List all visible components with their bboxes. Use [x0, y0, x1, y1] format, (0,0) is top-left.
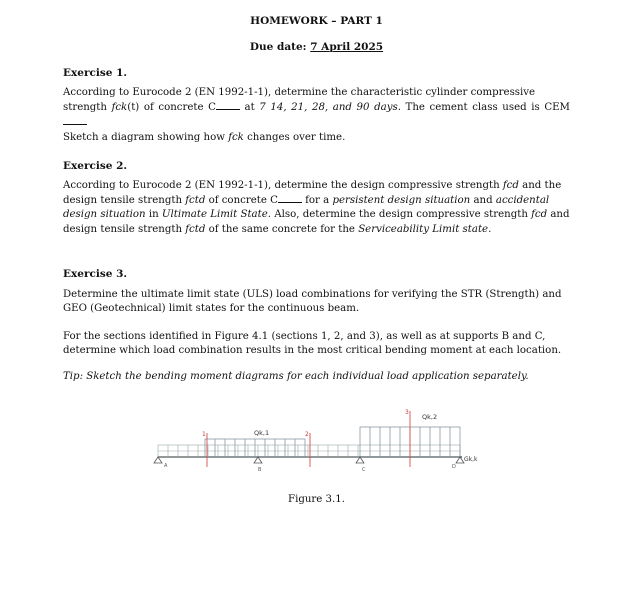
symbol-fctd: fctd: [185, 195, 206, 207]
exercise-2-line-4: [63, 223, 570, 237]
exercise-2-line-1: [63, 179, 570, 193]
support-a-label: A: [164, 463, 168, 469]
exercise-2-line-3: [63, 208, 570, 222]
text-run: (t) of concrete C: [127, 102, 216, 114]
support-d-label: D: [452, 464, 456, 470]
text-run: changes over time.: [243, 131, 346, 143]
blank-concrete-class: [278, 193, 302, 203]
text-run: of the same concrete for the: [205, 223, 359, 235]
design-situation: design situation: [63, 209, 146, 221]
text-run: According to Eurocode 2 (EN 1992-1-1), determine the design compressive strength: [63, 180, 503, 191]
section-1-label: 1: [202, 431, 206, 438]
text-run: in: [145, 209, 162, 221]
exercise-3-heading: Exercise 3.: [63, 268, 128, 280]
persistent-situation: persistent design situation: [332, 195, 471, 207]
due-date-label: Due date:: [249, 41, 307, 53]
exercise-1-text: [63, 86, 570, 145]
symbol-fcd: fcd: [502, 180, 519, 191]
tip-text: Tip: Sketch the bending moment diagrams for each individual load application separately.: [63, 371, 529, 382]
due-date-line: [0, 41, 633, 53]
load-g-label: Gk,k: [464, 456, 478, 463]
exercise-1-line-1: According to Eurocode 2 (EN 1992-1-1), determine the characteristic cylinder compressive: [63, 87, 536, 98]
load-q1-label: Qk,1: [254, 429, 270, 437]
text-run: strength: [63, 102, 112, 114]
exercise-3-line-1: Determine the ultimate limit state (ULS) load combinations for verifying the STR (Strength) and: [63, 289, 562, 300]
exercise-1-line-3: [63, 131, 570, 145]
exercise-3-paragraph-1: [63, 288, 570, 316]
text-run: and: [547, 209, 570, 221]
load-q2-label: Qk,2: [422, 413, 438, 421]
variable-load-q1-block: [205, 439, 305, 457]
support-c-label: C: [362, 467, 366, 473]
serviceability-limit-state: Serviceability Limit state.: [358, 223, 492, 235]
ages-days: 7 14, 21, 28, and 90 days: [259, 102, 398, 114]
support-c: [356, 457, 366, 473]
due-date-value: 7 April 2025: [310, 41, 384, 53]
text-run: . The cement class used is CEM: [397, 102, 570, 114]
text-run: . Also, determine the design compressive strength: [267, 209, 532, 221]
exercise-3-line-2: GEO (Geotechnical) limit states for the continuous beam.: [63, 303, 360, 315]
text-run: Sketch a diagram showing how: [63, 131, 229, 143]
support-b: [254, 457, 262, 473]
exercise-3-line-4: determine which load combination results in the most critical bending moment at each location.: [63, 345, 562, 357]
section-2-label: 2: [305, 431, 309, 438]
text-run: design tensile strength: [63, 223, 186, 235]
ultimate-limit-state: Ultimate Limit State: [161, 209, 268, 221]
symbol-fcd: fcd: [531, 209, 548, 221]
exercise-2-heading: Exercise 2.: [63, 160, 128, 172]
text-run: of concrete C: [205, 195, 278, 207]
exercise-1-line-2: [63, 100, 570, 130]
blank-concrete-class: [216, 100, 240, 110]
permanent-load-block: [158, 445, 460, 457]
figure-caption: Figure 3.1.: [288, 494, 345, 505]
blank-cement-class: [63, 115, 87, 125]
support-b-label: B: [258, 467, 262, 473]
symbol-fctd: fctd: [185, 223, 206, 235]
exercise-3-line-3: For the sections identified in Figure 4.1 (sections 1, 2, and 3), as well as at supports B and C,: [63, 331, 546, 342]
exercise-1-heading: Exercise 1.: [63, 67, 128, 79]
page-title: HOMEWORK – PART 1: [250, 15, 383, 27]
text-run: design tensile strength: [63, 195, 186, 207]
symbol-fck: fck: [228, 131, 244, 143]
exercise-2-text: [63, 179, 570, 237]
beam-figure: [150, 405, 490, 485]
accidental-situation: accidental: [495, 195, 550, 207]
exercise-2-line-2: [63, 193, 570, 208]
support-a: [154, 457, 168, 469]
support-d: [452, 457, 464, 470]
symbol-fck: fck: [111, 102, 128, 114]
text-run: and the: [518, 180, 562, 191]
section-3-label: 3: [405, 409, 409, 416]
exercise-3-paragraph-2: [63, 330, 570, 358]
exercise-3-tip: [63, 370, 570, 384]
text-run: for a: [301, 195, 333, 207]
text-run: at: [239, 102, 260, 114]
text-run: and: [470, 195, 496, 207]
